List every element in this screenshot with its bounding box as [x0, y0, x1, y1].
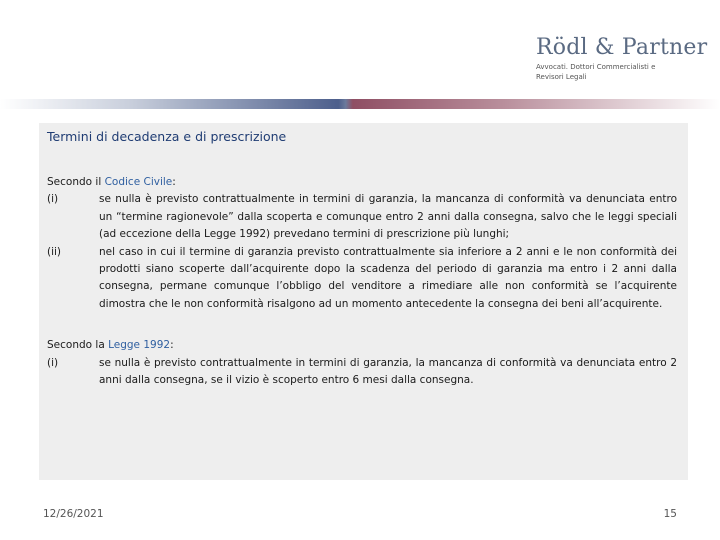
list-item-number: (ii): [47, 245, 62, 258]
legge-1992-link[interactable]: Legge 1992: [108, 339, 171, 352]
list-item-text: se nulla è previsto contrattualmente in termini di garanzia, la mancanza di conformità va denunciata entro 2 anni dalla consegna, se il vizio è scoperto entro 6 mesi dalla consegna.: [99, 356, 677, 387]
list-item-text: se nulla è previsto contrattualmente in termini di garanzia, la mancanza di conformità va denunciata entro un “termine ragionevole” dalla scoperta e comunque entro 2 anni dalla consegna, salvo che le leggi speciali (ad eccezione della Legge 1992) prevedano termini di prescrizione più lunghi;: [99, 193, 677, 241]
decorative-band: [0, 99, 720, 109]
list-item-number: (i): [47, 193, 59, 206]
slide-body: [47, 174, 677, 389]
section2-intro: [47, 337, 677, 354]
list-item: [47, 244, 677, 314]
list-item: [47, 355, 677, 390]
list-item: [47, 191, 677, 243]
codice-civile-link[interactable]: Codice Civile: [104, 176, 173, 188]
section2-intro-suffix: :: [170, 339, 174, 352]
section1-intro: [47, 174, 677, 191]
list-item-number: (i): [47, 356, 59, 369]
logo-subtitle: [536, 62, 716, 82]
logo-name: Rödl & Partner: [536, 35, 708, 60]
logo-subtitle-line2: Revisori Legali: [536, 73, 587, 81]
logo-subtitle-line1: Avvocati. Dottori Commercialisti e: [536, 63, 656, 71]
section-spacer: [47, 313, 677, 337]
page-number: 15: [663, 508, 677, 520]
list-item-text: nel caso in cui il termine di garanzia previsto contrattualmente sia inferiore a 2 anni e le non conformità dei prodotti siano scoperte dall’acquirente dopo la scadenza del periodo di garanzia ma entro i 2 anni dalla consegna, permane comunque l’obbligo del venditore a rimediare alle non conformità se l’acquirente dimostra che le non conformità risalgono ad un momento antecedente la consegna dei beni all’acquirente.: [99, 245, 677, 310]
section1-intro-suffix: :: [172, 176, 176, 188]
footer-date: 12/26/2021: [43, 508, 104, 520]
section2-intro-prefix: Secondo la: [47, 339, 109, 352]
slide-title: Termini di decadenza e di prescrizione: [47, 129, 287, 144]
company-logo: [536, 36, 716, 82]
section1-intro-prefix: Secondo il: [47, 176, 105, 188]
